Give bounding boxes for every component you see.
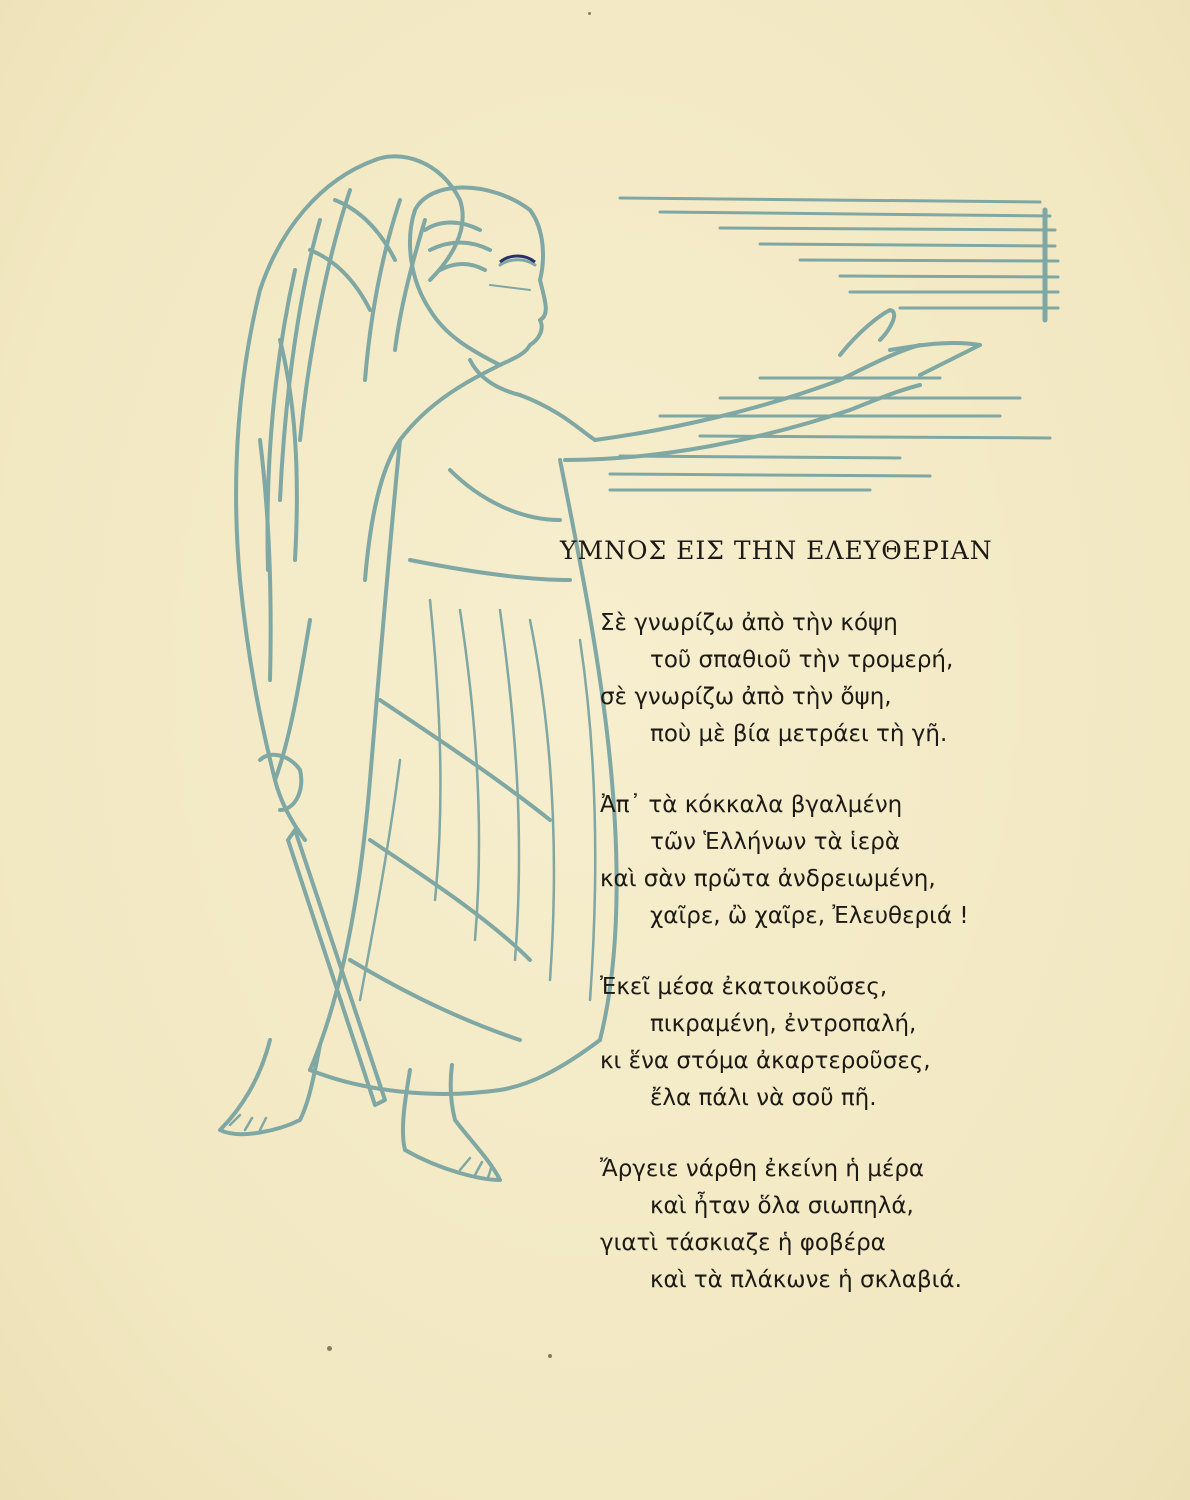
poem-line: χαῖρε, ὢ χαῖρε, Ἐλευθεριά ! (650, 903, 969, 929)
poem-line: γιατὶ τάσκιαζε ἡ φοβέρα (600, 1230, 886, 1256)
poem-title: ΥΜΝΟΣ ΕΙΣ ΤΗΝ ΕΛΕΥΘΕΡΙΑΝ (560, 536, 993, 565)
poem-line: Ἀπ᾿ τὰ κόκκαλα βγαλμένη (600, 792, 903, 818)
poem-line: καὶ ἦταν ὅλα σιωπηλά, (650, 1193, 914, 1219)
poem-line: καὶ τὰ πλάκωνε ἡ σκλαβιά. (650, 1267, 962, 1293)
poem-line: τῶν Ἑλλήνων τὰ ἱερὰ (650, 829, 900, 855)
poem (600, 605, 1080, 1333)
stanza-2 (600, 787, 1080, 935)
stanza-4 (600, 1151, 1080, 1299)
poem-line: ποὺ μὲ βία μετράει τὴ γῆ. (650, 721, 948, 747)
paper-speck (588, 12, 591, 15)
poem-line: σὲ γνωρίζω ἀπὸ τὴν ὄψη, (600, 684, 892, 710)
paper-speck (327, 1346, 332, 1351)
poem-line: καὶ σὰν πρῶτα ἀνδρειωμένη, (600, 866, 936, 892)
paper-speck (548, 1354, 552, 1358)
poem-line: πικραμένη, ἐντροπαλή, (650, 1011, 917, 1037)
poem-line: Ἐκεῖ μέσα ἐκατοικοῦσες, (600, 974, 888, 1000)
stanza-3 (600, 969, 1080, 1117)
head (410, 188, 546, 396)
poem-line: κι ἕνα στόμα ἀκαρτεροῦσες, (600, 1048, 931, 1074)
poem-line: Σὲ γνωρίζω ἀπὸ τὴν κόψη (600, 610, 898, 636)
dress-folds (360, 600, 595, 1000)
motion-lines-lower (610, 378, 1050, 490)
motion-lines-upper (620, 198, 1058, 320)
poem-line: ἔλα πάλι νὰ σοῦ πῆ. (650, 1085, 877, 1111)
stanza-1 (600, 605, 1080, 753)
poem-line: Ἄργειε νάρθη ἐκείνη ἡ μέρα (600, 1156, 925, 1182)
poem-line: τοῦ σπαθιοῦ τὴν τρομερή, (650, 647, 954, 673)
